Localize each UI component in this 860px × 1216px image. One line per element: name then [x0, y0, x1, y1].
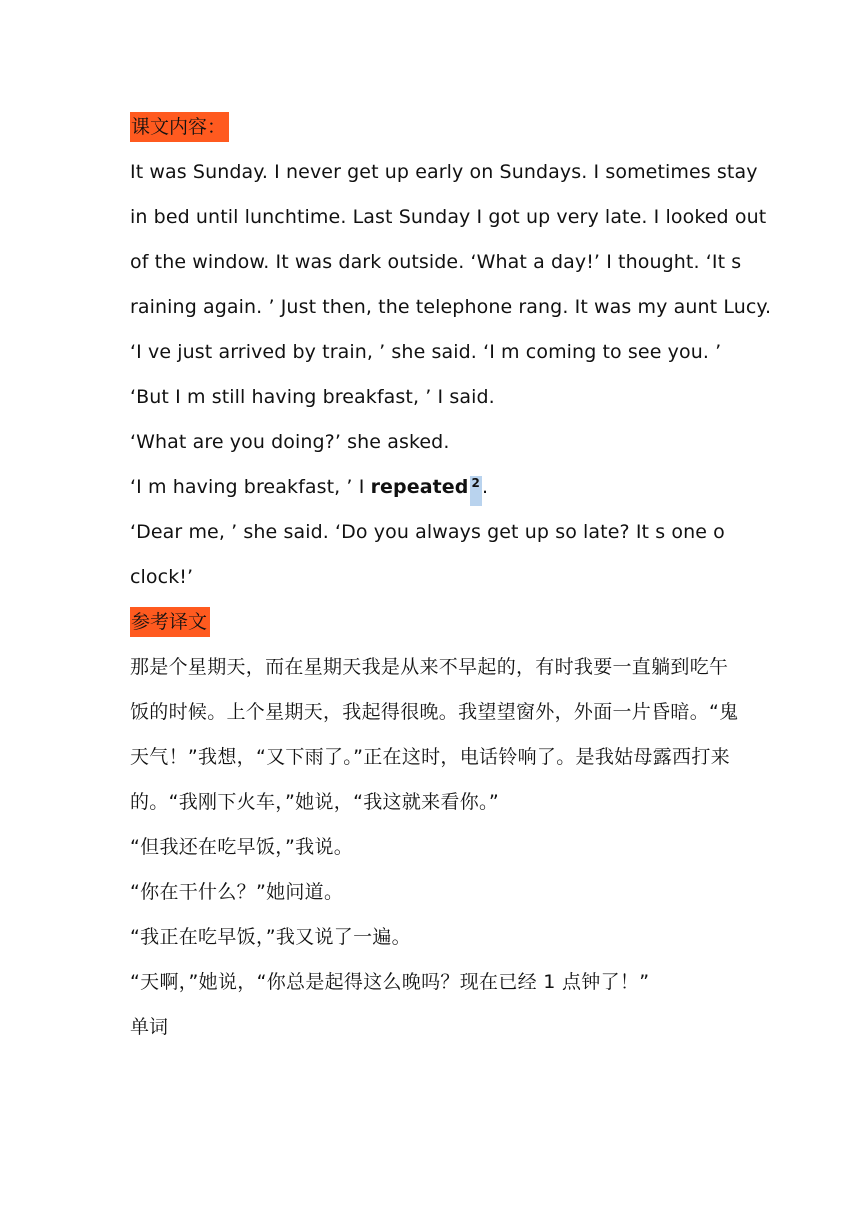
text-heading-row: [130, 112, 740, 157]
footnote-reference[interactable]: 2: [470, 476, 482, 506]
english-line-repeated: [130, 472, 740, 517]
chinese-line-8: “天啊，”她说，“你总是起得这么晚吗？现在已经 1 点钟了！”: [130, 971, 650, 993]
chinese-line-1: 那是个星期天，而在星期天我是从来不早起的，有时我要一直躺到吃午: [130, 656, 729, 678]
english-line-3: of the window. It was dark outside. ‘What a day!’ I thought. ‘It s: [130, 251, 742, 273]
repeated-line-suffix: .: [481, 476, 489, 498]
document-page: [130, 112, 772, 1057]
english-line-4: raining again. ’ Just then, the telephone rang. It was my aunt Lucy.: [130, 296, 772, 318]
translation-heading-row: [130, 607, 740, 652]
repeated-word: repeated: [370, 476, 469, 498]
text-heading: 课文内容：: [130, 112, 229, 142]
chinese-line-7: “我正在吃早饭，”我又说了一遍。: [130, 926, 411, 948]
english-line-7: ‘What are you doing?’ she asked.: [130, 431, 450, 453]
english-line-6: ‘But I m still having breakfast, ’ I said.: [130, 386, 495, 408]
english-line-10: clock!’: [130, 566, 194, 588]
english-line-5: ‘I ve just arrived by train, ’ she said. ‘I m coming to see you. ’: [130, 341, 722, 363]
repeated-line-prefix: ‘I m having breakfast, ’ I: [130, 476, 371, 498]
english-line-2: in bed until lunchtime. Last Sunday I got up very late. I looked out: [130, 206, 767, 228]
chinese-line-4: 的。“我刚下火车，”她说，“我这就来看你。”: [130, 791, 499, 813]
translation-heading: 参考译文: [130, 607, 210, 637]
english-line-9: ‘Dear me, ’ she said. ‘Do you always get up so late? It s one o: [130, 521, 725, 543]
english-line-1: It was Sunday. I never get up early on Sundays. I sometimes stay: [130, 161, 758, 183]
chinese-line-2: 饭的时候。上个星期天，我起得很晚。我望望窗外，外面一片昏暗。“鬼: [130, 701, 739, 723]
chinese-line-3: 天气！”我想，“又下雨了。”正在这时，电话铃响了。是我姑母露西打来: [130, 746, 730, 768]
chinese-line-5: “但我还在吃早饭，”我说。: [130, 836, 354, 858]
chinese-line-6: “你在干什么？”她问道。: [130, 881, 344, 903]
vocab-heading: 单词: [130, 1016, 169, 1038]
vocab-heading-row: [130, 1012, 740, 1057]
